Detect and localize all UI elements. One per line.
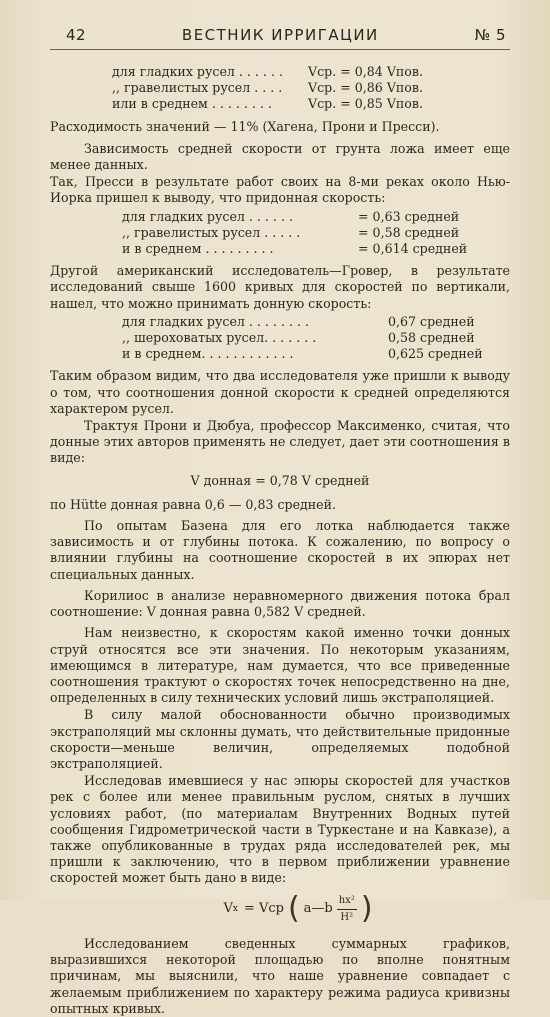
row-value: 0,67 средней <box>388 313 475 329</box>
paragraph: Нам неизвестно, к скоростям какой именно точки донных струй относятся все эти значения. По некоторым указаниям, имеющимся в литературе, нам думается, что все приведенные соотношения трактуют о скоростях точек непосредственно на дне, определенных в силу технических условий лишь экстраполяцией. <box>50 625 510 706</box>
formula-fraction <box>337 893 357 926</box>
velocity-equation <box>90 893 510 926</box>
row-value: 0,625 средней <box>388 346 483 362</box>
table-row <box>50 80 510 96</box>
paragraph: Расходимость значений — 11% (Хагена, Прони и Пресси). <box>50 118 440 134</box>
paragraph: Другой американский исследователь—Гровер, в результате исследований свыше 1600 кривых для скоростей по вертикали, нашел, что можно принимать донную скорость: <box>50 263 510 311</box>
paragraph: По опытам Базена для его лотка наблюдается также зависимость и от глубины потока. К сожалению, по вопросу о влиянии глубины на соотношение скоростей в их эпюрах нет специальных данных. <box>50 518 510 582</box>
row-label: ,, гравелистых русел . . . . <box>112 80 283 96</box>
row-value: Vср. = 0,84 Vпов. <box>308 64 423 79</box>
paragraph: Так, Пресси в результате работ своих на 8-ми реках около Нью-Иорка пришел к выводу, что придонная скорость: <box>50 174 510 206</box>
formula-eq: = Vср <box>243 901 284 917</box>
table-row <box>50 241 510 257</box>
right-paren-glyph: ) <box>360 891 373 927</box>
article-body <box>50 64 510 1017</box>
table-row <box>50 96 510 112</box>
table-row <box>50 225 510 241</box>
table-row <box>50 209 510 225</box>
paragraph: по Hütte донная равна 0,6 — 0,83 средней. <box>50 496 337 512</box>
table-row <box>50 64 510 80</box>
table-row <box>50 314 510 330</box>
formula-inner: a—b <box>303 901 333 917</box>
paragraph: Трактуя Прони и Дюбуа, профессор Максименко, считая, что донные этих авторов применять не следует, дает эти соотношения в виде: <box>50 418 510 466</box>
row-value: Vср. = 0,85 Vпов. <box>308 96 423 112</box>
row-value: 0,58 средней <box>388 330 475 346</box>
row-value: Vср. = 0,86 Vпов. <box>308 80 423 96</box>
journal-title: ВЕСТНИК ИРРИГАЦИИ <box>181 26 379 44</box>
row-value: = 0,63 средней <box>358 208 460 224</box>
issue-number: № 5 <box>474 26 506 44</box>
row-label: для гладких русел . . . . . . . . <box>122 313 309 329</box>
ratio-table-3 <box>50 314 510 363</box>
row-label: ,, гравелистых русел . . . . . <box>122 224 301 240</box>
table-row <box>50 346 510 362</box>
paragraph: Исследованием сведенных суммарных графиков, выразившихся некоторой площадью по вполне понятным причинам, мы выяснили, что наше уравнение совпадает с желаемым приближением по характеру режима радиуса кривизны опытных кривых. <box>50 935 510 1016</box>
row-label: или в среднем . . . . . . . . <box>112 96 272 112</box>
ratio-table-2 <box>50 209 510 258</box>
paragraph: Зависимость средней скорости от грунта ложа имеет еще менее данных. <box>50 140 510 173</box>
table-row <box>50 330 510 346</box>
page-number: 42 <box>66 26 87 44</box>
row-label: для гладких русел . . . . . . <box>112 64 283 79</box>
paragraph: Исследовав имевшиеся у нас эпюры скоростей для участков рек с более или менее правильным руслом, снятых в лучших условиях работ, (по материалам Внутренних Водных путей сообщения Гидрометрической части в Туркестане и на Кавказе), а также опубликованные в трудах ряда исследователей рек, мы пришли к заключению, что в первом приближении уравнение скоростей может быть дано в виде: <box>50 773 510 886</box>
ratio-table-1 <box>50 64 510 113</box>
row-value: = 0,58 средней <box>358 224 460 240</box>
fraction-denominator: H² <box>340 911 354 923</box>
fraction-numerator: hx² <box>337 893 357 910</box>
paragraph: Таким образом видим, что два исследователя уже пришли к выводу о том, что соотношения донной скорости к средней определяются характером русел. <box>50 368 510 416</box>
paragraph: В силу малой обоснованности обычно производимых экстраполяций мы склонны думать, что действительные придонные скорости—меньше величин, определяемых подобной экстраполяцией. <box>50 707 510 771</box>
formula-lhs-subscript: x <box>232 904 238 915</box>
row-label: и в среднем. . . . . . . . . . . . <box>122 346 294 362</box>
row-label: и в среднем . . . . . . . . . <box>122 241 274 257</box>
page-header <box>50 18 510 50</box>
paragraph: Корилиос в анализе неравномерного движения потока брал соотношение: V донная равна 0,582 V средней. <box>50 587 510 620</box>
left-paren-glyph: ( <box>287 891 300 927</box>
formula-lhs: V <box>223 901 233 917</box>
row-label: для гладких русел . . . . . . <box>122 208 293 224</box>
row-value: = 0,614 средней <box>358 241 468 257</box>
row-label: ,, шероховатых русел. . . . . . . <box>122 330 317 346</box>
formula-donnaya: V донная = 0,78 V средней <box>190 472 370 488</box>
